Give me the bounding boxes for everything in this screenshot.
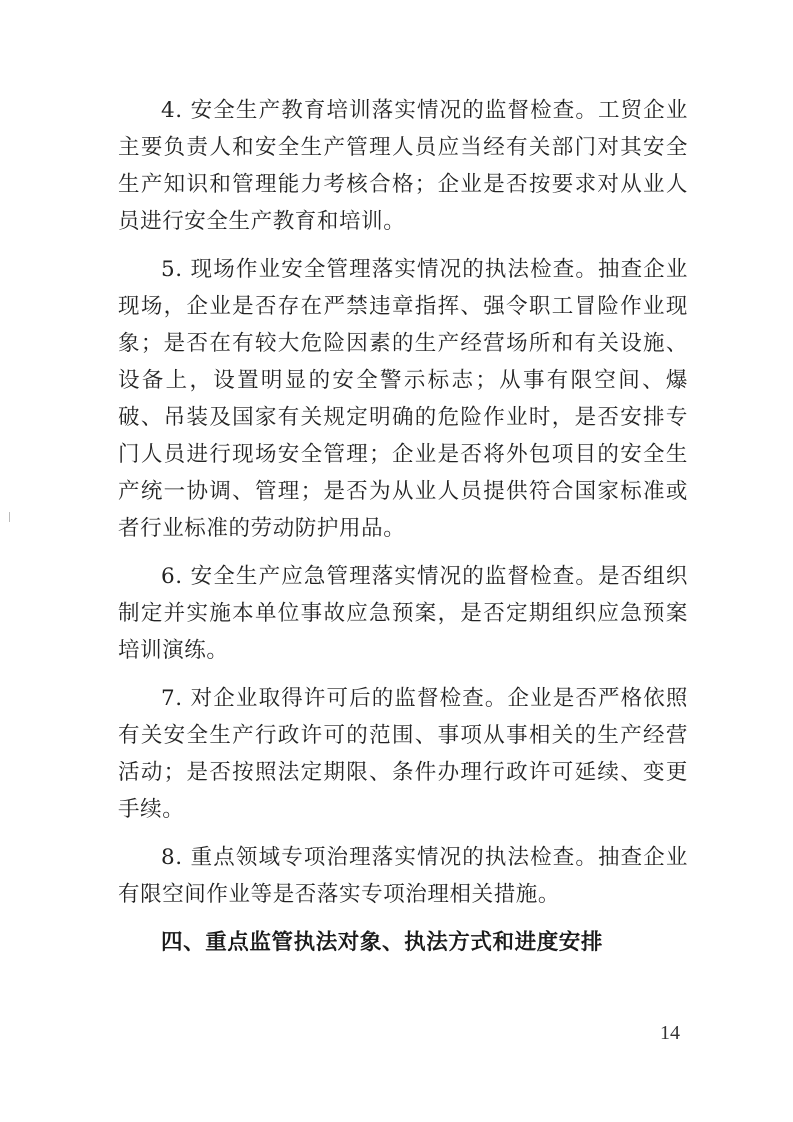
margin-mark bbox=[9, 512, 10, 522]
section-heading: 四、重点监管执法对象、执法方式和进度安排 bbox=[161, 930, 604, 955]
page-number: 14 bbox=[660, 1022, 680, 1044]
paragraph-item-5: 5. 现场作业安全管理落实情况的执法检查。抽查企业现场，企业是否存在严禁违章指挥、强令职工冒险作业现象；是否在有较大危险因素的生产经营场所和有关设施、设备上，设置明显的安全警示标志；从事有限空间、爆破、吊装及国家有关规定明确的危险作业时，是否安排专门人员进行现场安全管理；企业是否将外包项目的安全生产统一协调、管理；是否为从业人员提供符合国家标准或者行业标准的劳动防护用品。 bbox=[118, 257, 688, 541]
paragraph-item-7: 7. 对企业取得许可后的监督检查。企业是否严格依照有关安全生产行政许可的范围、事项从事相关的生产经营活动；是否按照法定期限、条件办理行政许可延续、变更手续。 bbox=[118, 686, 688, 822]
paragraph-item-6: 6. 安全生产应急管理落实情况的监督检查。是否组织制定并实施本单位事故应急预案，是否定期组织应急预案培训演练。 bbox=[118, 564, 688, 663]
paragraph-item-8: 8. 重点领域专项治理落实情况的执法检查。抽查企业有限空间作业等是否落实专项治理相关措施。 bbox=[118, 845, 688, 907]
document-body bbox=[118, 92, 688, 961]
paragraph-item-4: 4. 安全生产教育培训落实情况的监督检查。工贸企业主要负责人和安全生产管理人员应当经有关部门对其安全生产知识和管理能力考核合格；企业是否按要求对从业人员进行安全生产教育和培训。 bbox=[118, 98, 688, 234]
